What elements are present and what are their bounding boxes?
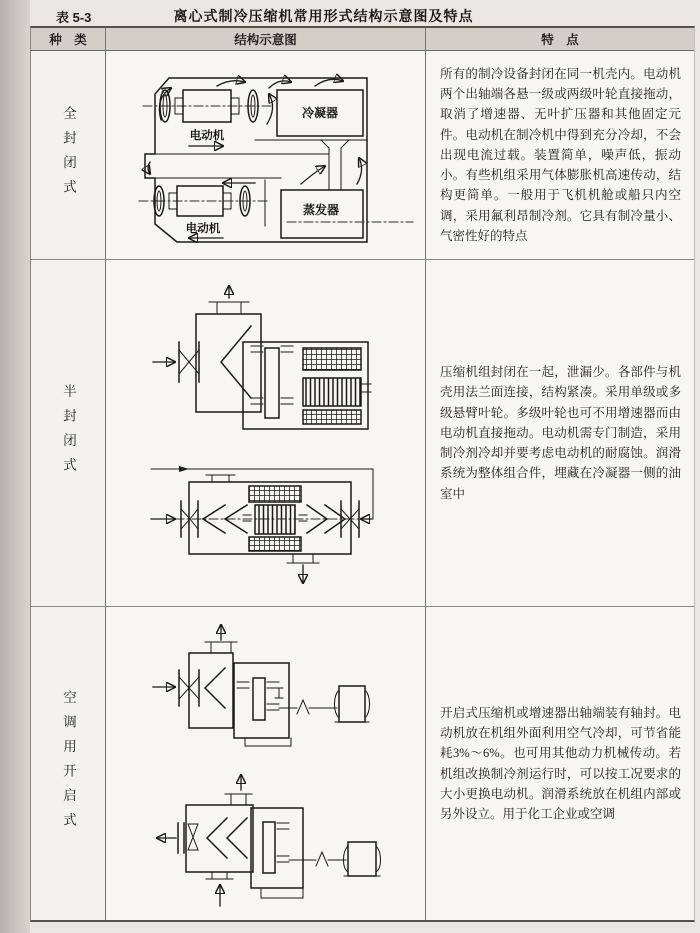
- row2-features-text: 压缩机组封闭在一起，泄漏少。各部件与机壳用法兰面连接，结构紧凑。采用单级或多级悬臂叶轮。多级叶轮也可不用增速器而由电动机直接拖动。电动机需专门制造，采用制冷剂冷却并要考虑电动机的耐腐蚀。润滑系统为整体组合件，埋藏在冷凝器一侧的油室中: [440, 365, 681, 501]
- compressor-table: [30, 26, 695, 922]
- hermetic-unit-diagram: [119, 62, 419, 256]
- open-type-double-diagram: [149, 772, 384, 912]
- row2-type-cell: [31, 260, 106, 607]
- scan-edge-shadow: [0, 0, 30, 933]
- header-features: 特 点: [426, 28, 694, 51]
- row3-diagram-cell: [106, 607, 426, 920]
- condenser-label: 冷凝器: [301, 106, 339, 120]
- semi-hermetic-double-diagram: [149, 465, 379, 590]
- evaporator-label: 蒸发器: [302, 203, 340, 217]
- row3-type-cell: [31, 607, 106, 920]
- row1-features-text: 所有的制冷设备封闭在同一机壳内。电动机两个出轴端各悬一级或两级叶轮直接拖动，取消了增速器、无叶扩压器和其他固定元件。电动机在制冷机中得到充分冷却，不会出现电流过载。装置简单，噪声低，振动小。有些机组采用气体膨胀机高速传动，结构更简单。一般用于飞机机舱或船只内空调，采用氟利昂制冷剂。它具有制冷量小、气密性好的特点: [440, 66, 681, 243]
- row3-features-text: 开启式压缩机或增速器出轴端装有轴封。电动机放在机组外面利用空气冷却，可节省能耗3%～6%。也可用其他动力机械传动。若机组改换制冷剂运行时，可以按工况要求的大小更换电动机。润滑系统放在机组内部或另外设立。用于化工企业或空调: [440, 705, 681, 821]
- row2-diagram-cell: [106, 260, 426, 607]
- row1-diagram-cell: [106, 51, 426, 260]
- row3-type-label: 空调用开启式: [61, 690, 76, 837]
- title-row: [30, 2, 697, 26]
- motor-bottom-label: 电动机: [185, 223, 221, 235]
- page-title: 离心式制冷压缩机常用形式结构示意图及特点: [173, 8, 474, 24]
- table-number: 表 5-3: [56, 10, 92, 25]
- row1-type-label: 全封闭式: [61, 106, 76, 204]
- header-type: 种 类: [31, 28, 106, 51]
- semi-hermetic-single-diagram: [151, 284, 376, 439]
- header-diagram: 结构示意图: [106, 28, 426, 51]
- row3-features-cell: [426, 607, 694, 920]
- motor-top-label: 电动机: [189, 130, 225, 142]
- row1-type-cell: [31, 51, 106, 260]
- row2-features-cell: [426, 260, 694, 607]
- open-type-single-diagram: [149, 620, 374, 752]
- row1-features-cell: [426, 51, 694, 260]
- row2-type-label: 半封闭式: [61, 384, 76, 482]
